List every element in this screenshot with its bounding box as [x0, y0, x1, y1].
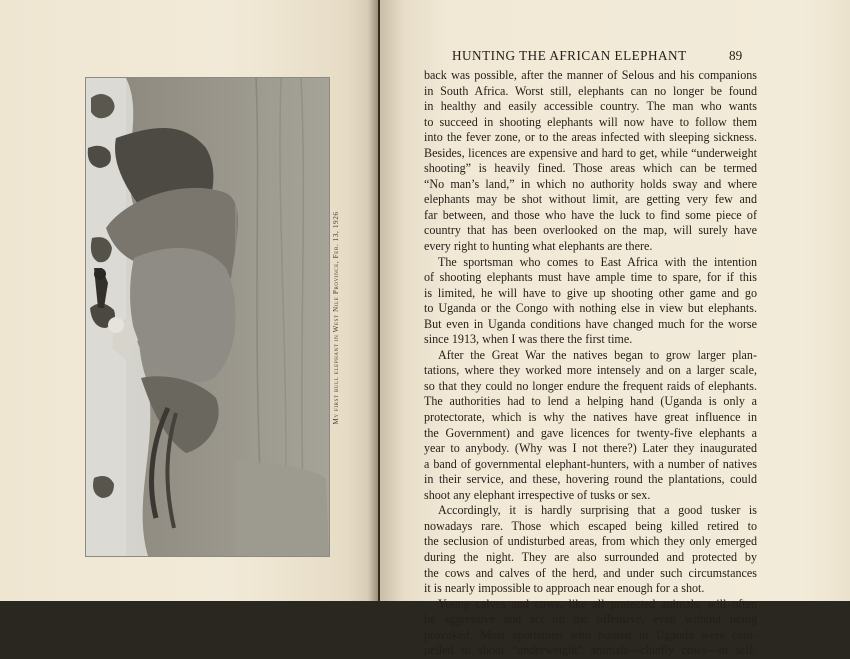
page-number: 89: [729, 48, 743, 63]
text-line: far between, and those who have the luck to find some piece of: [424, 207, 757, 222]
text-line: it is nearly impossible to approach near enough for a shot.: [424, 581, 705, 596]
text-line: protectorate, which is why the natives have great influence in: [424, 410, 757, 425]
text-line: in their service, and these, hovering round the plantations, could: [424, 472, 757, 487]
running-head: HUNTING THE AFRICAN ELEPHANT: [452, 48, 687, 63]
left-page: [0, 0, 378, 601]
text-line: The authorities had to lend a helping hand (Uganda is only a: [424, 394, 757, 409]
text-line: to Uganda or the Congo with nothing else in view but elephants.: [424, 301, 757, 316]
text-line: so that they could no longer endure the frequent raids of elephants.: [424, 378, 757, 393]
text-line: shoot any elephant irrespective of tusks or sex.: [424, 487, 651, 502]
text-line: back was possible, after the manner of Selous and his companions: [424, 68, 757, 82]
text-line: After the Great War the natives began to grow larger plan-: [438, 347, 757, 362]
text-line: into the fever zone, or to the areas infected with sleeping sickness.: [424, 130, 757, 145]
text-line: be aggressive and act on the offensive, even without being: [424, 612, 757, 627]
text-line: The sportsman who comes to East Africa with the intention: [438, 254, 757, 269]
text-line: Accordingly, it is hardly surprising that a good tusker is: [438, 503, 757, 518]
plate-caption: My first bull elephant in West Nile Province, Feb. 13, 1926: [332, 211, 340, 425]
text-line: during the night. They are also surrounded and protected by: [424, 549, 757, 564]
text-line: in healthy and easily accessible country. The man who wants: [424, 99, 757, 114]
text-line: But even in Uganda conditions have changed much for the worse: [424, 316, 757, 331]
text-line: Young calves and cows, like all protected animals, will often: [438, 596, 757, 611]
text-line: every right to hunting what elephants are there.: [424, 239, 653, 254]
text-line: to succeed in shooting elephants will now have to follow them: [424, 114, 757, 129]
elephant-photo-image: [86, 78, 329, 556]
text-line: in South Africa. Worst still, elephants can no longer be found: [424, 83, 757, 98]
text-line: Besides, licences are expensive and hard to get, while “underweight: [424, 145, 757, 160]
text-line: shooting” is heavily fined. Those areas which can be termed: [424, 161, 757, 176]
text-line: elephants may be shot without limit, are getting very few and: [424, 192, 757, 207]
text-line: is limited, he will have to give up shooting other game and go: [424, 285, 757, 300]
text-line: provoked. Most sportsmen who hunted in Uganda were com-: [424, 627, 757, 642]
text-line: tations, where they worked more intensely and on a larger scale,: [424, 363, 757, 378]
text-line: the cows and calves of the herd, and under such circumstances: [424, 565, 757, 580]
text-line: country that has been overlooked on the map, will surely have: [424, 223, 757, 238]
text-line: the Government) and gave licences for twenty-five elephants a: [424, 425, 757, 440]
text-line: nowadays rare. Those which escaped being killed retired to: [424, 518, 757, 533]
text-line: “No man’s land,” in which no authority holds sway and where: [424, 176, 757, 191]
text-line: the seclusion of undisturbed areas, from which they only emerged: [424, 534, 757, 549]
text-line: since 1913, when I was there the first time.: [424, 332, 633, 347]
text-line: a band of governmental elephant-hunters, with a number of natives: [424, 456, 757, 471]
body-text: [424, 68, 757, 659]
photo-plate: [86, 78, 329, 556]
text-line: pelled to shoot “underweight” animals—chiefly cows—in self-: [424, 643, 757, 658]
text-line: of shooting elephants must have ample time to spare, for if this: [424, 270, 757, 285]
text-line: year to anybody. (Why was I not there?) Later they inaugurated: [424, 441, 757, 456]
